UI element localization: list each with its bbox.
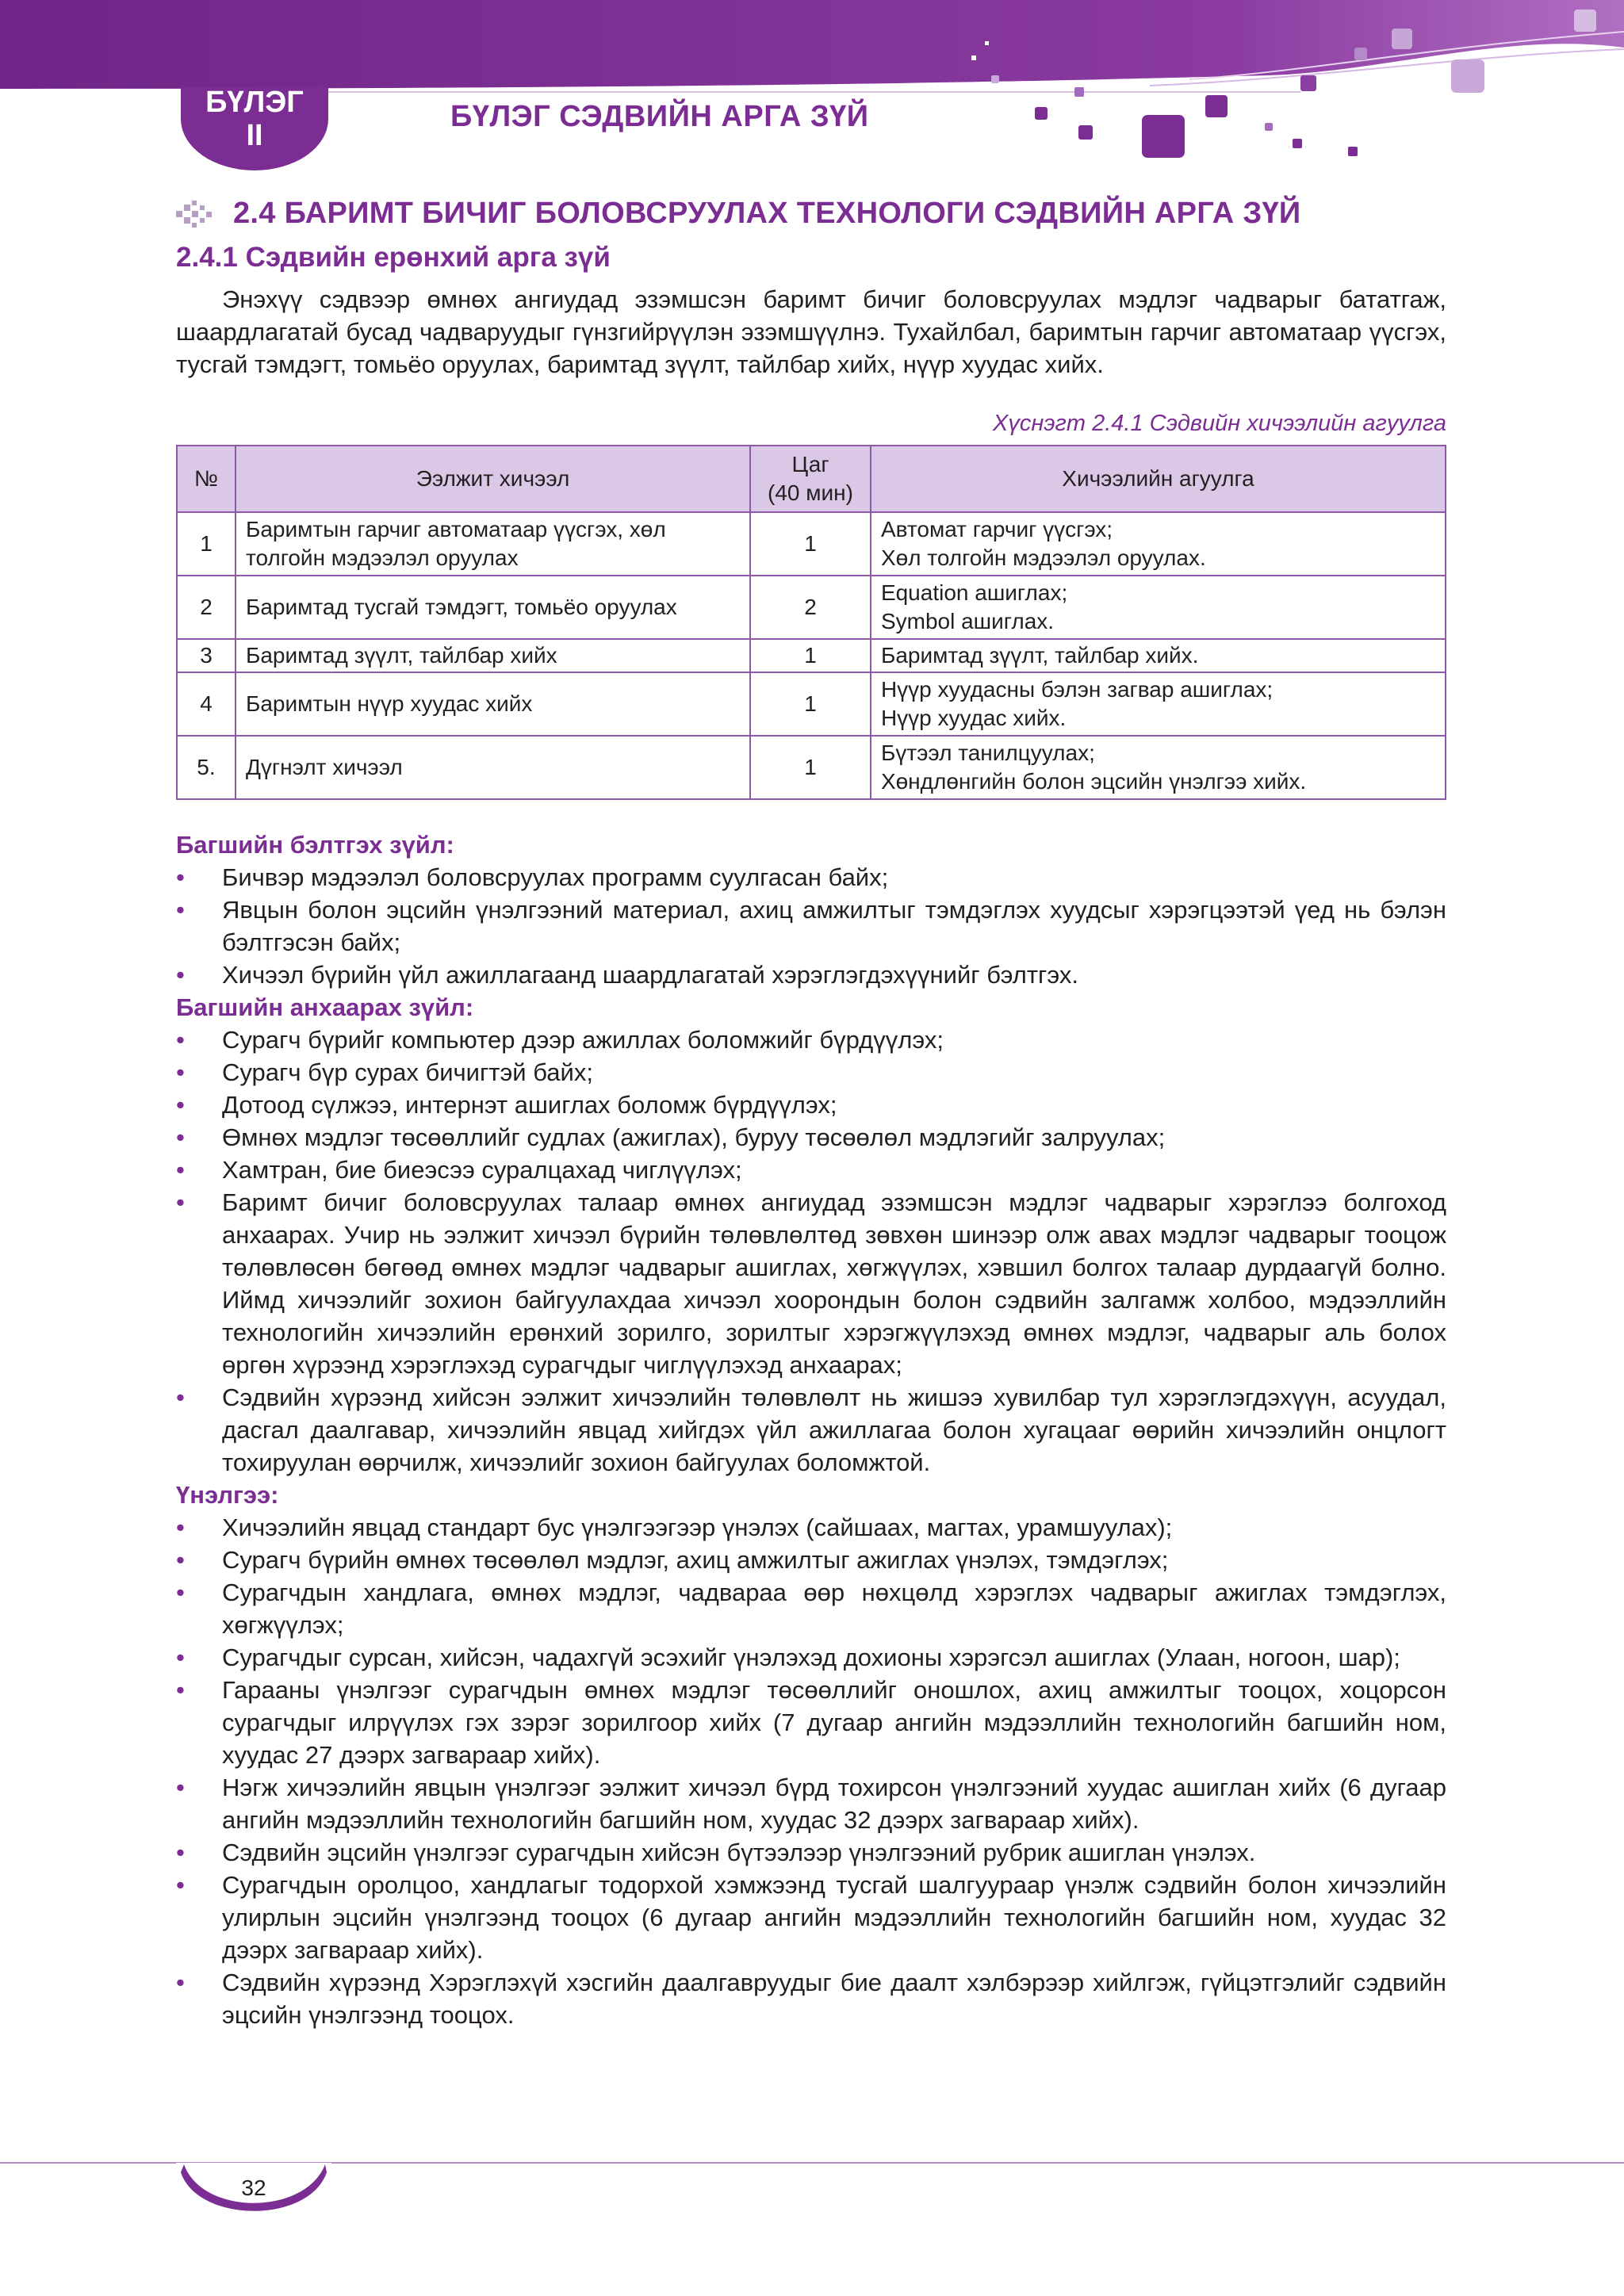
table-row [177,639,1446,672]
row-hours: 1 [750,512,871,576]
list-item-text: Сурагчдыг сурсан, хийсэн, чадахгүй эсэхийг үнэлэхэд дохионы хэрэгсэл ашиглах (Улаан, ногоон, шар); [222,1644,1400,1671]
row-content [871,576,1446,639]
bullet-icon: • [176,1383,185,1411]
header-title: БҮЛЭГ СЭДВИЙН АРГА ЗҮЙ [450,100,869,133]
row-num: 2 [177,576,236,639]
row-content [871,639,1446,672]
attention-title: Багшийн анхаарах зүйл: [176,993,474,1021]
bullet-icon: • [176,1188,185,1216]
table-row [177,736,1446,799]
list-item-text: Дотоод сүлжээ, интернэт ашиглах боломж бүрдүүлэх; [222,1091,837,1119]
row-content-line: Symbol ашиглах. [880,609,1055,633]
list-item-text: Сэдвийн эцсийн үнэлгээг сурагчдын хийсэн бүтээлээр үнэлгээний рубрик ашиглан үнэлэх. [222,1839,1256,1866]
list-item [176,1869,1446,1966]
row-lesson: Баримтын нүүр хуудас хийх [236,672,750,736]
list-item [176,1154,1446,1186]
row-content-line: Equation ашиглах; [880,580,1068,605]
table-caption: Хүснэгт 2.4.1 Сэдвийн хичээлийн агуулга [993,411,1446,436]
list-item-text: Сэдвийн хүрээнд хийсэн ээлжит хичээлийн төлөвлөлт нь жишээ хувилбар тул хэрэглэгдэхүүн, асуудал, дасгал даалгавар, хичээлийн явцад хийгдэх үйл ажиллагаа болон хугацааг өөрийн хичээлийн онцлогт тохируулан өөрчилж, хичээлийг зохион байгуулах боломжтой. [222,1383,1446,1476]
lessons-table [176,445,1446,800]
list-item [176,1674,1446,1771]
row-hours: 1 [750,672,871,736]
assessment-list [176,1511,1446,2031]
intro-paragraph: Энэхүү сэдвээр өмнөх ангиудад эзэмшсэн баримт бичиг боловсруулах мэдлэг чадварыг бататгаж, шаардлагатай бусад чадваруудыг гүнзгийрүүлэн эзэмшүүлнэ. Тухайлбал, баримтын гарчиг автоматаар үүсгэх, тусгай тэмдэгт, томьёо оруулах, баримтад зүүлт, тайлбар хийх, нүүр хуудас хийх. [176,285,1446,378]
chapter-number: II [246,119,263,152]
bullet-icon: • [176,1026,185,1054]
list-item-text: Хичээл бүрийн үйл ажиллагаанд шаардлагатай хэрэглэгдэхүүнийг бэлтгэх. [222,961,1078,989]
bullet-icon: • [176,896,185,924]
bullet-icon: • [176,1676,185,1704]
bullet-icon: • [176,1578,185,1606]
table-row [177,672,1446,736]
row-content [871,512,1446,576]
row-content-line: Нүүр хуудасны бэлэн загвар ашиглах; [880,677,1274,702]
page-content [176,197,1446,2031]
footer-tab [0,2141,333,2244]
bullet-icon: • [176,1058,185,1086]
chapter-label: БҮЛЭГ [205,86,304,119]
row-lesson: Баримтад тусгай тэмдэгт, томьёо оруулах [236,576,750,639]
table-row [177,512,1446,576]
attention-list [176,1024,1446,1479]
header-lesson: Ээлжит хичээл [236,446,750,512]
list-item [176,1024,1446,1056]
list-item-text: Өмнөх мэдлэг төсөөллийг судлах (ажиглах), буруу төсөөлөл мэдлэгийг залруулах; [222,1123,1166,1151]
list-item-text: Сурагчдын хандлага, өмнөх мэдлэг, чадвараа өөр нөхцөлд хэрэглэх чадварыг ажиглах тэмдэглэх, хөгжүүлэх; [222,1578,1446,1639]
row-hours: 1 [750,736,871,799]
list-item-text: Гарааны үнэлгээг сурагчдын өмнөх мэдлэг төсөөллийг оношлох, ахиц амжилтыг тооцох, хоцорсон сурагчдыг илрүүлэх гэх зэрэг зорилгоор хийх (7 дугаар ангийн мэдээллийн технологийн багшийн ном, хуудас 27 дээрх загвараар хийх). [222,1676,1446,1769]
section-heading [176,197,1446,231]
list-item [176,1641,1446,1674]
row-content-line: Хөл толгойн мэдээлэл оруулах. [880,545,1206,570]
row-num: 1 [177,512,236,576]
row-lesson: Баримтын гарчиг автоматаар үүсгэх, хөл толгойн мэдээлэл оруулах [236,512,750,576]
list-item-text: Баримт бичиг боловсруулах талаар өмнөх ангиудад эзэмшсэн мэдлэг чадварыг хэрэглээ болгоход анхаарах. Учир нь ээлжит хичээл бүрийн төлөвлөлтөд зөвхөн шинээр олж авах мэдлэг чадварыг тооцож төлөвлөсөн бөгөөд өмнөх мэдлэг чадварыг ашиглах, хөгжүүлэх, хэвшил болгох талаар дурдаагүй болно. Иймд хичээлийг зохион байгуулахдаа хичээл хоорондын болон сэдвийн залгамж холбоо, мэдээллийн технологийн хичээлийн ерөнхий зорилго, зорилтыг хэрэгжүүлэхэд өмнөх мэдлэг, чадварыг аль болох өргөн хүрээнд хэрэглэхэд сурагчдыг чиглүүлэхэд анхаарах; [222,1188,1446,1379]
bullet-icon: • [176,1839,185,1866]
row-lesson: Баримтад зүүлт, тайлбар хийх [236,639,750,672]
row-num: 3 [177,639,236,672]
bullet-icon: • [176,1644,185,1671]
row-content-line: Нүүр хуудас хийх. [880,706,1067,730]
page-number: 32 [241,2175,266,2200]
bullet-icon: • [176,1091,185,1119]
prep-list [176,861,1446,991]
header-hours [750,446,871,512]
list-item-text: Хичээлийн явцад стандарт бус үнэлгээгээр үнэлэх (сайшаах, магтах, урамшуулах); [222,1513,1173,1541]
row-content-line: Баримтад зүүлт, тайлбар хийх. [880,643,1199,668]
list-item [176,959,1446,991]
list-item-text: Сурагч бүрийн өмнөх төсөөлөл мэдлэг, ахиц амжилтыг ажиглах үнэлэх, тэмдэглэх; [222,1546,1169,1574]
list-item [176,1186,1446,1381]
header-hours-line2: (40 мин) [768,480,853,505]
list-item [176,1836,1446,1869]
row-lesson: Дүгнэлт хичээл [236,736,750,799]
bullet-icon: • [176,961,185,989]
row-content [871,672,1446,736]
bullet-icon: • [176,1774,185,1801]
header-hours-line1: Цаг [791,452,829,476]
list-item [176,1056,1446,1089]
bullet-icon: • [176,1513,185,1541]
page-header [0,0,1624,170]
bullet-icon: • [176,1969,185,1996]
table-row [177,576,1446,639]
list-item [176,861,1446,894]
list-item [176,1089,1446,1121]
list-item-text: Сурагчдын оролцоо, хандлагыг тодорхой хэмжээнд тусгай шалгуураар үнэлж сэдвийн болон хичээлийн улирлын эцсийн үнэлгээнд тооцох (6 дугаар ангийн мэдээллийн технологийн багшийн ном, хуудас 32 дээрх загвараар хийх). [222,1871,1446,1964]
list-item-text: Сурагч бүрийг компьютер дээр ажиллах боломжийг бүрдүүлэх; [222,1026,944,1054]
row-hours: 1 [750,639,871,672]
bullet-icon: • [176,1546,185,1574]
list-item-text: Сурагч бүр сурах бичигтэй байх; [222,1058,593,1086]
subsection-title: 2.4.1 Сэдвийн ерөнхий арга зүй [176,242,611,273]
prep-title: Багшийн бэлтгэх зүйл: [176,831,454,859]
row-num: 4 [177,672,236,736]
list-item-text: Бичвэр мэдээлэл боловсруулах программ суулгасан байх; [222,863,889,891]
list-item-text: Нэгж хичээлийн явцын үнэлгээг ээлжит хичээл бүрд тохирсон үнэлгээний хуудас ашиглан хийх (6 дугаар ангийн мэдээллийн технологийн багшийн ном, хуудас 32 дээрх загвараар хийх). [222,1774,1446,1834]
header-content: Хичээлийн агуулга [871,446,1446,512]
list-item-text: Явцын болон эцсийн үнэлгээний материал, ахиц амжилтыг тэмдэглэх хуудсыг хэрэгцээтэй үед нь бэлэн бэлтгэсэн байх; [222,896,1446,956]
list-item [176,894,1446,959]
list-item [176,1771,1446,1836]
list-item [176,1511,1446,1544]
row-content-line: Хөндлөнгийн болон эцсийн үнэлгээ хийх. [880,769,1307,794]
bullet-icon: • [176,1156,185,1184]
list-item [176,1966,1446,2031]
table-header-row [177,446,1446,512]
header-num: № [177,446,236,512]
list-item [176,1381,1446,1479]
list-item-text: Сэдвийн хүрээнд Хэрэглэхүй хэсгийн даалгавруудыг бие даалт хэлбэрээр хийлгэж, гүйцэтгэлийг сэдвийн эцсийн үнэлгээнд тооцох. [222,1969,1446,2029]
row-content-line: Бүтээл танилцуулах; [880,740,1095,765]
row-hours: 2 [750,576,871,639]
bullet-icon: • [176,863,185,891]
bullet-icon: • [176,1871,185,1899]
section-title: 2.4 БАРИМТ БИЧИГ БОЛОВСРУУЛАХ ТЕХНОЛОГИ СЭДВИЙН АРГА ЗҮЙ [233,197,1301,230]
section-arrow-icon [176,201,213,228]
list-item [176,1121,1446,1154]
list-item [176,1576,1446,1641]
list-item [176,1544,1446,1576]
chapter-tab [181,86,328,152]
row-content-line: Автомат гарчиг үүсгэх; [880,517,1113,541]
row-num: 5. [177,736,236,799]
assessment-title: Үнэлгээ: [176,1481,279,1509]
bullet-icon: • [176,1123,185,1151]
row-content [871,736,1446,799]
list-item-text: Хамтран, бие биеэсээ суралцахад чиглүүлэх; [222,1156,742,1184]
